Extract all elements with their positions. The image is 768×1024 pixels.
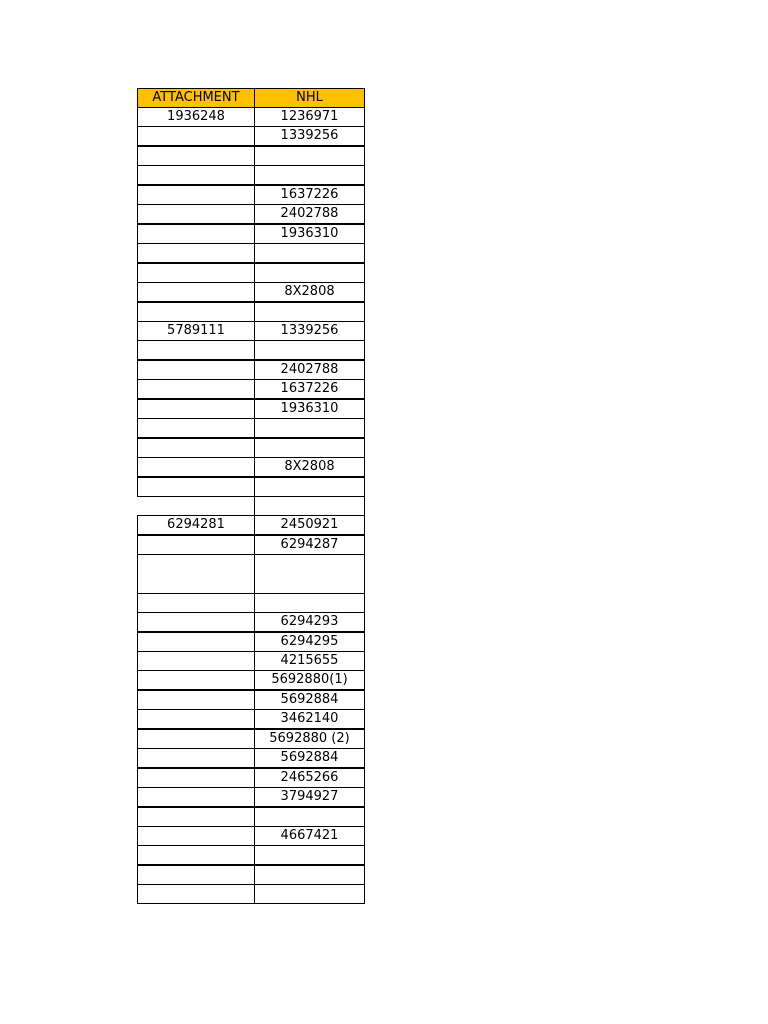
nhl-cell: 2402788: [254, 204, 365, 224]
attachment-cell: [137, 612, 255, 632]
nhl-cell: 4667421: [254, 826, 365, 846]
attachment-cell: [137, 768, 255, 788]
nhl-cell: 2465266: [254, 768, 365, 788]
nhl-cell: 5692880 (2): [254, 729, 365, 749]
attachment-cell: [137, 243, 255, 263]
nhl-cell: [254, 477, 365, 497]
attachment-cell: [137, 360, 255, 380]
attachment-cell: [137, 282, 255, 302]
nhl-cell: 1339256: [254, 126, 365, 146]
nhl-cell: [254, 243, 365, 263]
header-nhl: NHL: [254, 88, 365, 108]
nhl-cell: 2402788: [254, 360, 365, 380]
nhl-cell: [254, 845, 365, 865]
attachment-cell: [137, 690, 255, 710]
attachment-cell: [137, 340, 255, 360]
nhl-cell: [254, 884, 365, 904]
nhl-cell: [254, 554, 365, 594]
attachment-cell: [137, 593, 255, 613]
attachment-cell: [137, 477, 255, 497]
nhl-cell: 2450921: [254, 515, 365, 535]
attachment-cell: [137, 709, 255, 729]
nhl-cell: 8X2808: [254, 457, 365, 477]
attachment-cell: [137, 670, 255, 690]
nhl-cell: [254, 418, 365, 438]
nhl-cell: 1637226: [254, 379, 365, 399]
nhl-cell: [254, 165, 365, 185]
attachment-cell: [137, 884, 255, 904]
attachment-cell: [137, 496, 255, 516]
nhl-cell: 5692884: [254, 690, 365, 710]
nhl-cell: 5692880(1): [254, 670, 365, 690]
nhl-cell: 1236971: [254, 107, 365, 127]
attachment-cell: [137, 457, 255, 477]
attachment-cell: [137, 126, 255, 146]
attachment-cell: [137, 865, 255, 885]
attachment-cell: [137, 729, 255, 749]
nhl-cell: 6294287: [254, 535, 365, 555]
attachment-cell: [137, 302, 255, 322]
attachment-cell: [137, 787, 255, 807]
nhl-cell: 4215655: [254, 651, 365, 671]
nhl-cell: [254, 865, 365, 885]
attachment-cell: [137, 418, 255, 438]
nhl-cell: [254, 146, 365, 166]
attachment-cell: [137, 826, 255, 846]
attachment-cell: 6294281: [137, 515, 255, 535]
attachment-cell: [137, 379, 255, 399]
nhl-cell: [254, 302, 365, 322]
attachment-cell: [137, 748, 255, 768]
nhl-cell: 8X2808: [254, 282, 365, 302]
nhl-cell: 6294295: [254, 632, 365, 652]
attachment-cell: [137, 845, 255, 865]
attachment-cell: [137, 224, 255, 244]
attachment-cell: [137, 554, 255, 594]
attachment-cell: [137, 204, 255, 224]
nhl-cell: 1936310: [254, 224, 365, 244]
nhl-cell: [254, 496, 365, 516]
nhl-cell: [254, 263, 365, 283]
attachment-cell: [137, 535, 255, 555]
attachment-cell: [137, 438, 255, 458]
nhl-cell: [254, 340, 365, 360]
attachment-cell: [137, 651, 255, 671]
nhl-cell: 1339256: [254, 321, 365, 341]
attachment-cell: 5789111: [137, 321, 255, 341]
attachment-cell: [137, 185, 255, 205]
header-attachment: ATTACHMENT: [137, 88, 255, 108]
attachment-cell: [137, 399, 255, 419]
nhl-cell: [254, 593, 365, 613]
nhl-cell: 3462140: [254, 709, 365, 729]
nhl-cell: 3794927: [254, 787, 365, 807]
attachment-cell: [137, 146, 255, 166]
nhl-cell: [254, 438, 365, 458]
attachment-cell: [137, 263, 255, 283]
attachment-cell: [137, 165, 255, 185]
nhl-cell: 1936310: [254, 399, 365, 419]
attachment-cell: 1936248: [137, 107, 255, 127]
nhl-cell: 5692884: [254, 748, 365, 768]
attachment-cell: [137, 632, 255, 652]
nhl-cell: 1637226: [254, 185, 365, 205]
attachment-cell: [137, 807, 255, 827]
nhl-cell: 6294293: [254, 612, 365, 632]
nhl-cell: [254, 807, 365, 827]
